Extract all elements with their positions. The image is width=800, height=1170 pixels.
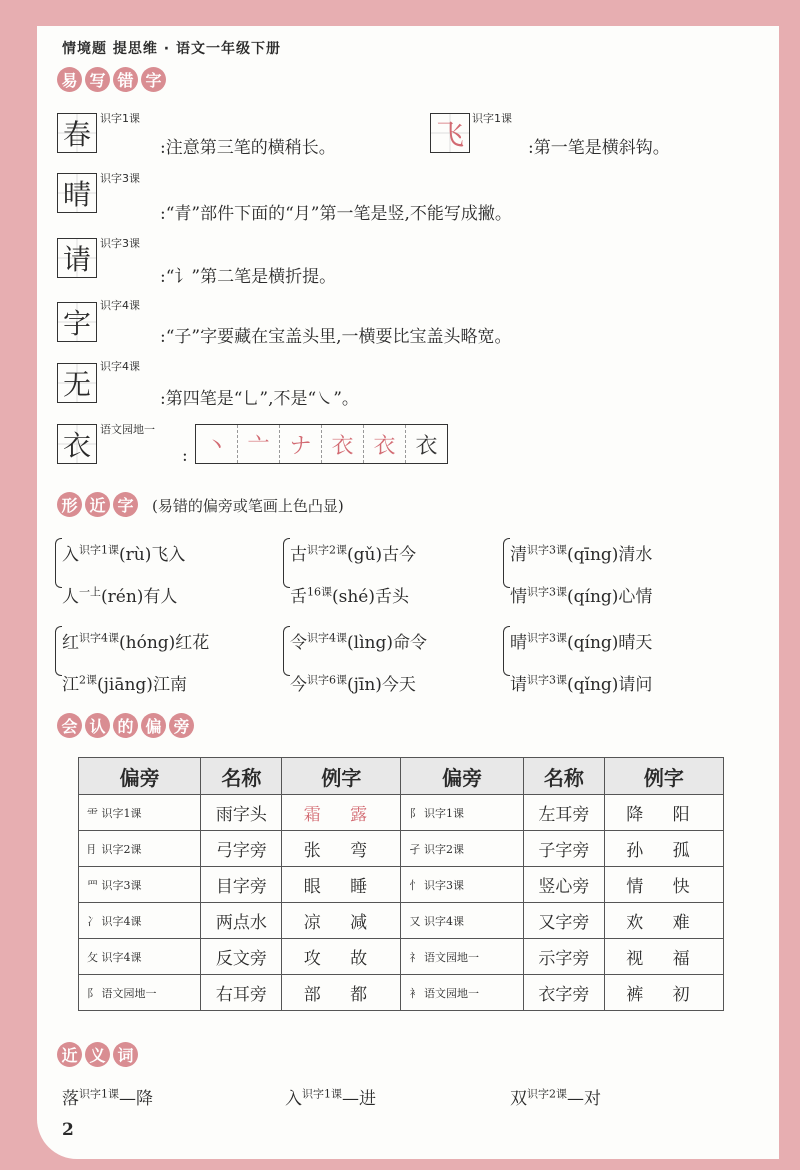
stroke-step: 衣 [322, 425, 364, 463]
table-row [79, 903, 724, 939]
column-header: 例字 [604, 758, 723, 795]
title-char: 词 [113, 1042, 138, 1067]
section-title-yixie [57, 67, 166, 93]
similar-item: 人$^{一上}$(rén)有人 [62, 585, 178, 607]
error-char: 无 [57, 363, 97, 403]
table-cell: 雨字头 [201, 795, 282, 831]
table-cell: 礻 语文园地一 [401, 939, 523, 975]
table-cell: 孙 孤 [604, 831, 723, 867]
column-header: 偏旁 [79, 758, 201, 795]
table-row [79, 831, 724, 867]
table-cell: 降 阳 [604, 795, 723, 831]
column-header: 名称 [201, 758, 282, 795]
error-note: :注意第三笔的横稍长。 [160, 138, 336, 158]
similar-item: 令$^{识字4课}$(lìng)命令 [290, 631, 427, 653]
lesson-tag: 识字3课 [100, 237, 140, 250]
similar-item: 晴$^{识字3课}$(qíng)晴天 [510, 631, 653, 653]
table-cell: ⺫ 识字3课 [79, 867, 201, 903]
table-cell: 弓字旁 [201, 831, 282, 867]
stroke-step: 丶 [196, 425, 238, 463]
title-char: 错 [113, 67, 138, 92]
column-header: 偏旁 [401, 758, 523, 795]
stroke-order-grid [195, 424, 448, 464]
title-char: 偏 [141, 713, 166, 738]
table-cell: 左耳旁 [523, 795, 604, 831]
brace-icon [503, 538, 510, 588]
title-char: 的 [113, 713, 138, 738]
similar-item: 红$^{识字4课}$(hóng)红花 [62, 631, 210, 653]
title-char: 旁 [169, 713, 194, 738]
synonym-pair: 入$^{识字1课}$—进 [285, 1087, 376, 1109]
section-title-jinyi [57, 1042, 138, 1068]
table-cell: 衤 语文园地一 [401, 975, 523, 1011]
title-char: 写 [85, 67, 110, 92]
similar-item: 清$^{识字3课}$(qīng)清水 [510, 543, 653, 565]
table-cell: 衣字旁 [523, 975, 604, 1011]
title-char: 近 [85, 492, 110, 517]
error-note: :“讠”第二笔是横折提。 [160, 267, 337, 287]
similar-item: 古$^{识字2课}$(gǔ)古今 [290, 543, 417, 565]
table-row [79, 975, 724, 1011]
table-cell: 子字旁 [523, 831, 604, 867]
stroke-step: ナ [280, 425, 322, 463]
similar-item: 江$^{2课}$(jiāng)江南 [62, 673, 187, 695]
similar-item: 请$^{识字3课}$(qǐng)请问 [510, 673, 653, 695]
brace-icon [283, 538, 290, 588]
table-cell: 又 识字4课 [401, 903, 523, 939]
section-note: (易错的偏旁或笔画上色凸显) [152, 497, 344, 515]
error-note: : [182, 446, 188, 466]
table-cell: ⻗ 识字1课 [79, 795, 201, 831]
table-cell: 反文旁 [201, 939, 282, 975]
synonym-pair: 落$^{识字1课}$—降 [62, 1087, 153, 1109]
table-cell: 部 都 [282, 975, 401, 1011]
table-cell: 欢 难 [604, 903, 723, 939]
table-cell: 凉 减 [282, 903, 401, 939]
similar-item: 情$^{识字3课}$(qíng)心情 [510, 585, 653, 607]
error-char: 春 [57, 113, 97, 153]
similar-item: 入$^{识字1课}$(rù)飞入 [62, 543, 186, 565]
page-header: 情境题 提思维 · 语文一年级下册 [62, 41, 281, 57]
table-cell: 示字旁 [523, 939, 604, 975]
table-cell: 裤 初 [604, 975, 723, 1011]
table-header-row [79, 758, 724, 795]
lesson-tag: 识字1课 [100, 112, 140, 125]
table-cell: 右耳旁 [201, 975, 282, 1011]
brace-icon [283, 626, 290, 676]
column-header: 例字 [282, 758, 401, 795]
lesson-tag: 识字3课 [100, 172, 140, 185]
table-cell: 攵 识字4课 [79, 939, 201, 975]
table-cell: 攻 故 [282, 939, 401, 975]
stroke-step: 亠 [238, 425, 280, 463]
error-note: :“子”字要藏在宝盖头里,一横要比宝盖头略宽。 [160, 327, 512, 347]
lesson-tag: 识字1课 [472, 112, 512, 125]
error-note: :第一笔是横斜钩。 [528, 138, 670, 158]
table-row [79, 867, 724, 903]
title-char: 会 [57, 713, 82, 738]
title-char: 字 [113, 492, 138, 517]
table-cell: 阝 语文园地一 [79, 975, 201, 1011]
error-char: 飞 [430, 113, 470, 153]
radicals-table [78, 757, 724, 1011]
table-cell: 张 弯 [282, 831, 401, 867]
stroke-step: 衣 [415, 433, 438, 459]
table-cell: 冫 识字4课 [79, 903, 201, 939]
synonym-pair: 双$^{识字2课}$—对 [510, 1087, 601, 1109]
similar-item: 今$^{识字6课}$(jīn)今天 [290, 673, 416, 695]
table-cell: 情 快 [604, 867, 723, 903]
table-cell: 孑 识字2课 [401, 831, 523, 867]
error-char: 晴 [57, 173, 97, 213]
page-number: 2 [62, 1120, 74, 1140]
table-cell: 又字旁 [523, 903, 604, 939]
similar-item: 舌$^{16课}$(shé)舌头 [290, 585, 409, 607]
error-note: :“青”部件下面的“月”第一笔是竖,不能写成撇。 [160, 204, 512, 224]
title-char: 认 [85, 713, 110, 738]
column-header: 名称 [523, 758, 604, 795]
brace-icon [55, 538, 62, 588]
stroke-step: 衣 [364, 425, 406, 463]
error-char: 衣 [57, 424, 97, 464]
lesson-tag: 语文园地一 [100, 423, 155, 436]
title-char: 形 [57, 492, 82, 517]
table-cell: 视 福 [604, 939, 723, 975]
error-note: :第四笔是“乚”,不是“㇏”。 [160, 389, 359, 409]
table-row [79, 939, 724, 975]
lesson-tag: 识字4课 [100, 299, 140, 312]
brace-icon [503, 626, 510, 676]
title-char: 易 [57, 67, 82, 92]
table-cell: 目字旁 [201, 867, 282, 903]
lesson-tag: 识字4课 [100, 360, 140, 373]
table-cell: 两点水 [201, 903, 282, 939]
section-title-xingjin [57, 492, 138, 518]
table-cell: ⺝ 识字2课 [79, 831, 201, 867]
error-char: 请 [57, 238, 97, 278]
title-char: 近 [57, 1042, 82, 1067]
table-cell: 眼 睡 [282, 867, 401, 903]
table-cell: 霜 露 [282, 795, 401, 831]
title-char: 义 [85, 1042, 110, 1067]
table-row [79, 795, 724, 831]
error-char: 字 [57, 302, 97, 342]
brace-icon [55, 626, 62, 676]
title-char: 字 [141, 67, 166, 92]
table-cell: 竖心旁 [523, 867, 604, 903]
table-cell: ⻖ 识字1课 [401, 795, 523, 831]
table-cell: 忄 识字3课 [401, 867, 523, 903]
section-title-pianpang [57, 713, 194, 739]
